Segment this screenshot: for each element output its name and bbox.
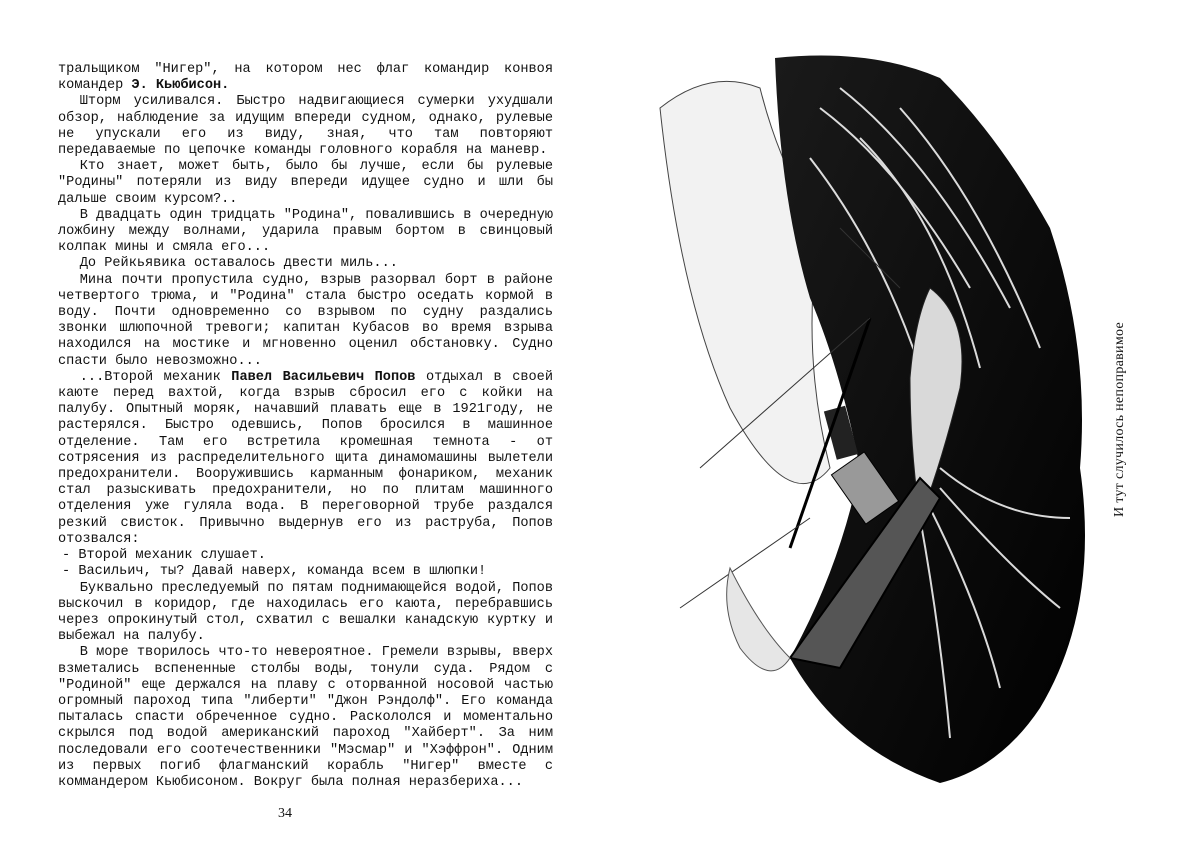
paragraph: До Рейкьявика оставалось двести миль... [79, 256, 398, 272]
text-run: отдыхал в своей каюте перед вахтой, когда взрыв сбросил его с койки на палубу. Опытный моряк, начавший плавать еще в 1921году, не растерялся. Быстро одевшись, Попов бросился в машинное отделение. Там его встретила кромешная темнота - от сотрясения из распределительного щита динамомашины вылетели предохранители. Вооружившись карманным фонариком, механик стал разыскивать предохранители, но по плитам машинного отделения уже гуляла вода. В переговорной трубе раздался резкий свисток. Привычно выдернув его из раструба, Попов отозвался: [58, 369, 553, 547]
paragraph [58, 370, 553, 548]
illustration-caption: И тут случилось непоправимое [1112, 322, 1127, 518]
paragraph: Кто знает, может быть, было бы лучше, если бы рулевые "Родины" потеряли из виду впереди идущее судно и шли бы дальше своим курсом?.. [58, 159, 553, 207]
commander-name: Э. Кьюбисон. [131, 78, 230, 94]
mechanic-name: Павел Васильевич Попов [231, 369, 416, 385]
storm-ship-illustration [640, 48, 1100, 798]
paragraph: Шторм усиливался. Быстро надвигающиеся сумерки ухудшали обзор, наблюдение за идущим впереди судном, однако, рулевые не упускали его из виду, зная, что там повторяют передаваемые по цепочке команды головного корабля на маневр. [58, 94, 553, 159]
paragraph: В море творилось что-то невероятное. Гремели взрывы, вверх взметались вспененные столбы воды, тонули суда. Рядом с "Родиной" еще держался на плаву с оторванной носовой частью огромный пароход типа "либерти" "Джон Рэндолф". Его команда пыталась спасти обреченное судно. Раскололся и моментально скрылся под водой американский пароход "Хайберт". За ним последовали его соотечественники "Мэсмар" и "Хэффрон". Одним из первых погиб флагманский корабль "Нигер" вместе с коммандером Кьюбисоном. Вокруг была полная неразбериха... [58, 645, 553, 790]
dialogue-line: - Второй механик слушает. [62, 548, 266, 564]
dialogue-line: - Васильич, ты? Давай наверх, команда всем в шлюпки! [62, 564, 487, 580]
text-run: ...Второй механик [79, 369, 232, 385]
paragraph: Буквально преследуемый по пятам поднимающейся водой, Попов выскочил в коридор, где находилась его каюта, перебравшись через опрокинутый стол, схватил с вешалки канадскую куртку и выбежал на палубу. [58, 580, 553, 645]
text-run: тральщиком "Нигер", на котором нес флаг командир конвоя командер [58, 62, 553, 94]
paragraph: Мина почти пропустила судно, взрыв разорвал борт в районе четвертого трюма, и "Родина" стала быстро оседать кормой в воду. Почти одновременно со взрывом по судну раздались звонки шлюпочной тревоги; капитан Кубасов во время взрыва находился на мостике и мгновенно оценил обстановку. Судно спасти было невозможно... [58, 272, 553, 369]
paragraph: В двадцать один тридцать "Родина", повалившись в очередную ложбину между волнами, ударила правым бортом в свинцовый колпак мины и смяла его... [58, 207, 553, 256]
paragraph [58, 62, 553, 94]
left-page-text [58, 62, 553, 791]
page-number: 34 [278, 806, 292, 821]
